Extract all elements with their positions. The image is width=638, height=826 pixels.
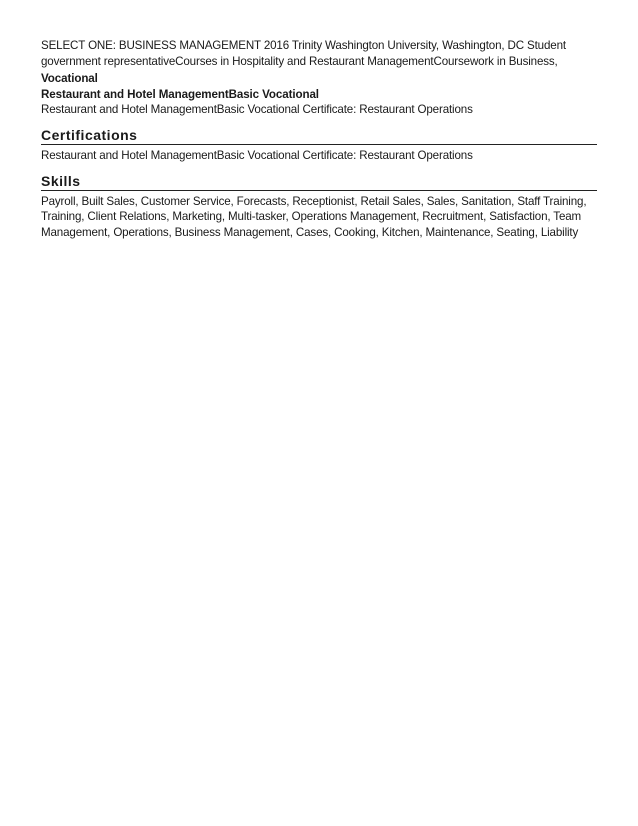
- certifications-text: Restaurant and Hotel ManagementBasic Vocational Certificate: Restaurant Operations: [41, 148, 473, 162]
- skills-text: Payroll, Built Sales, Customer Service, Forecasts, Receptionist, Retail Sales, Sales, Sanitation, Staff Training, Training, Client Relations, Marketing, Multi-tasker, Operations Management, Recruitment, Satisfaction, Team Management, Operations, Business Management, Cases, Cooking, Kitchen, Maintenance, Seating, Liability: [41, 194, 587, 239]
- certifications-title: Certifications: [41, 126, 597, 145]
- vocational-heading: Vocational: [41, 72, 98, 86]
- education-intro: SELECT ONE: BUSINESS MANAGEMENT 2016 Trinity Washington University, Washington, DC Student government representativeCourses in Hospitality and Restaurant ManagementCoursework in Business,: [41, 39, 566, 68]
- certifications-section: [41, 126, 597, 164]
- skills-section: [41, 172, 597, 241]
- program-detail: Restaurant and Hotel ManagementBasic Vocational Certificate: Restaurant Operations: [41, 103, 473, 117]
- skills-title: Skills: [41, 172, 597, 191]
- resume-page: [41, 38, 597, 240]
- education-section: [41, 38, 597, 118]
- program-heading: Restaurant and Hotel ManagementBasic Vocational: [41, 87, 319, 101]
